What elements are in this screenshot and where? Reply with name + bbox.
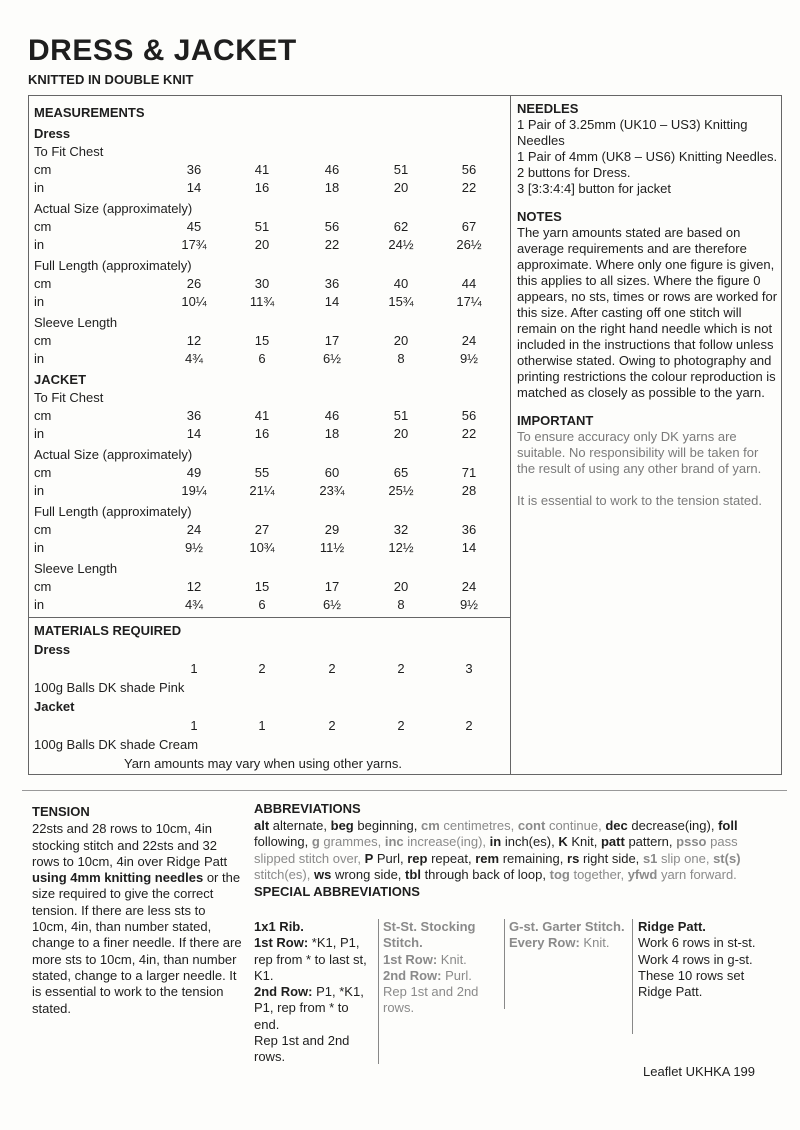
size-value: 22 — [461, 426, 477, 441]
materials-section — [34, 621, 504, 773]
size-value: 15 — [254, 333, 270, 348]
row-label: in — [34, 426, 45, 441]
tension-text: 22sts and 28 rows to 10cm, 4in stocking stitch and 22sts and 32 rows to 10cm, 4in over Ridge Patt using 4mm knitting needles or the size required to give the correct tension. If there are less sts to 10cm, 4in, than number stated, change to a finer needle. If there are more sts to 10cm, 4in, than number stated, change to a larger needle. It is essential to work to the tension stated. — [32, 821, 242, 1016]
ball-count: 2 — [397, 718, 405, 733]
row-label: in — [34, 351, 45, 366]
dress-measurement-row — [34, 218, 504, 236]
abbreviation-item: alt alternate, — [254, 817, 327, 833]
dress-measurement-row — [34, 179, 504, 197]
size-value: 36 — [324, 276, 340, 291]
materials-dress-heading: Dress — [34, 642, 71, 657]
size-value: 9½ — [184, 540, 204, 555]
size-value: 8 — [397, 597, 405, 612]
size-value: 11½ — [319, 540, 345, 555]
size-value: 51 — [393, 162, 409, 177]
abbreviation-item: g grammes, — [311, 834, 382, 850]
size-value: 19¼ — [181, 483, 207, 498]
row-label: in — [34, 597, 45, 612]
row-label: cm — [34, 219, 52, 234]
rib-row-2: 2nd Row: P1, *K1, P1, rep from * to end. — [254, 984, 364, 1032]
materials-jacket-values — [34, 716, 504, 735]
row-label: Sleeve Length — [34, 561, 118, 576]
stst-row-2: 2nd Row: Purl. — [383, 967, 472, 983]
jacket-heading: JACKET — [34, 372, 87, 387]
size-value: 14 — [461, 540, 477, 555]
dress-measurement-row — [34, 293, 504, 311]
row-label: cm — [34, 465, 52, 480]
size-value: 24 — [461, 333, 477, 348]
jacket-measurement-row — [34, 464, 504, 482]
size-value: 36 — [186, 408, 202, 423]
gst-column — [509, 919, 631, 952]
abbreviation-item: inc increase(ing), — [384, 834, 487, 850]
abbreviation-item: patt pattern, — [600, 834, 673, 850]
ball-count: 2 — [258, 661, 266, 676]
needles-line: 2 buttons for Dress. — [517, 165, 631, 180]
jacket-measurement-row — [34, 560, 504, 578]
yarn-amounts-note: Yarn amounts may vary when using other yarns. — [124, 756, 402, 771]
row-label: in — [34, 294, 45, 309]
ball-count: 2 — [465, 718, 473, 733]
materials-dress-label: 100g Balls DK shade Pink — [34, 680, 185, 695]
abbreviation-item: foll following, — [254, 817, 738, 850]
section-rule — [22, 790, 787, 791]
dress-measurement-row — [34, 314, 504, 332]
row-label: in — [34, 483, 45, 498]
size-value: 15¾ — [388, 294, 414, 309]
stst-title: St-St. Stocking Stitch. — [383, 919, 476, 951]
abbreviation-item: rep repeat, — [407, 850, 472, 866]
row-label: To Fit Chest — [34, 144, 104, 159]
size-value: 17 — [324, 333, 340, 348]
ridge-line: Work 4 rows in g-st. — [638, 951, 753, 967]
size-value: 17 — [324, 579, 340, 594]
ball-count: 1 — [190, 661, 198, 676]
size-value: 9½ — [459, 351, 479, 366]
jacket-measurement-row — [34, 503, 504, 521]
row-label: Full Length (approximately) — [34, 258, 192, 273]
gst-row: Every Row: Knit. — [509, 935, 610, 951]
size-value: 15 — [254, 579, 270, 594]
dress-measurement-row — [34, 236, 504, 254]
row-label: in — [34, 237, 45, 252]
size-value: 27 — [254, 522, 270, 537]
abbreviation-item: P Purl, — [364, 850, 404, 866]
tension-heading: TENSION — [32, 804, 90, 819]
notes-text: The yarn amounts stated are based on average requirements and are therefore approximate. Where only one figure is given, this applies to all sizes. Where the figure 0 appears, no sts, times or rows are worked for this size. After casting off one stitch will remain on the right hand needle which is not included in the instructions that follow unless otherwise stated. Owing to photography and printing restrictions the colour reproduction is matched as closely as possible to the yarn. — [517, 225, 778, 400]
right-column — [517, 101, 779, 521]
ridge-line: These 10 rows set Ridge Patt. — [638, 967, 745, 1000]
row-label: cm — [34, 522, 52, 537]
stst-repeat: Rep 1st and 2nd rows. — [383, 984, 479, 1016]
jacket-measurement-row — [34, 578, 504, 596]
jacket-measurement-row — [34, 482, 504, 500]
ball-count: 1 — [190, 718, 198, 733]
abbreviation-item: tbl through back of loop, — [405, 867, 546, 883]
size-value: 4¾ — [184, 597, 204, 612]
notes-section — [517, 209, 779, 401]
row-label: cm — [34, 408, 52, 423]
size-value: 41 — [254, 408, 270, 423]
size-value: 16 — [254, 180, 270, 195]
size-value: 24 — [186, 522, 202, 537]
ball-count: 1 — [258, 718, 266, 733]
ball-count: 2 — [328, 661, 336, 676]
size-value: 20 — [393, 426, 409, 441]
size-value: 23¾ — [319, 483, 345, 498]
size-value: 22 — [461, 180, 477, 195]
size-value: 44 — [461, 276, 477, 291]
dress-heading: Dress — [34, 126, 71, 141]
jacket-measurement-row — [34, 539, 504, 557]
size-value: 20 — [393, 180, 409, 195]
size-value: 29 — [324, 522, 340, 537]
jacket-measurement-row — [34, 389, 504, 407]
column-rule — [378, 919, 379, 1064]
abbreviation-item: cm centimetres, — [421, 817, 515, 833]
ball-count: 3 — [465, 661, 473, 676]
dress-measurement-row — [34, 200, 504, 218]
size-value: 32 — [393, 522, 409, 537]
tension-section — [32, 804, 242, 1017]
important-section — [517, 413, 779, 509]
rib-title: 1x1 Rib. — [254, 919, 304, 934]
size-value: 30 — [254, 276, 270, 291]
abbreviation-item: st(s) stitch(es), — [254, 850, 741, 883]
size-value: 12 — [186, 333, 202, 348]
jacket-measurement-row — [34, 596, 504, 614]
size-value: 36 — [186, 162, 202, 177]
size-value: 10¼ — [181, 294, 207, 309]
needles-line: 1 Pair of 4mm (UK8 – US6) Knitting Needles. — [517, 149, 778, 164]
size-value: 17¾ — [181, 237, 207, 252]
abbreviation-item: tog together, — [549, 867, 625, 883]
abbreviation-item: cont continue, — [517, 817, 602, 833]
ridge-line: Work 6 rows in st-st. — [638, 935, 756, 951]
needles-section — [517, 101, 779, 197]
size-value: 16 — [254, 426, 270, 441]
size-value: 24 — [461, 579, 477, 594]
stst-row-1: 1st Row: Knit. — [383, 951, 467, 967]
size-value: 46 — [324, 408, 340, 423]
ridge-column — [638, 919, 773, 1000]
size-value: 14 — [186, 180, 202, 195]
size-value: 8 — [397, 351, 405, 366]
abbreviation-item: in inch(es), — [489, 834, 555, 850]
jacket-measurement-row — [34, 425, 504, 443]
dress-measurement-row — [34, 332, 504, 350]
materials-divider — [28, 617, 511, 618]
jacket-measurements-table — [34, 389, 504, 614]
important-text: To ensure accuracy only DK yarns are suitable. No responsibility will be taken for the result of using any other brand of yarn. — [517, 429, 762, 476]
abbreviation-item: dec decrease(ing), — [605, 817, 715, 833]
size-value: 60 — [324, 465, 340, 480]
size-value: 45 — [186, 219, 202, 234]
size-value: 46 — [324, 162, 340, 177]
needles-line: 3 [3:3:4:4] button for jacket — [517, 181, 671, 196]
dress-measurement-row — [34, 275, 504, 293]
row-label: in — [34, 180, 45, 195]
abbreviation-item: ws wrong side, — [313, 867, 402, 883]
size-value: 6½ — [322, 597, 342, 612]
dress-measurement-row — [34, 257, 504, 275]
jacket-measurement-row — [34, 521, 504, 539]
size-value: 71 — [461, 465, 477, 480]
materials-jacket-label: 100g Balls DK shade Cream — [34, 737, 199, 752]
size-value: 49 — [186, 465, 202, 480]
column-rule — [632, 919, 633, 1034]
size-value: 6 — [258, 597, 266, 612]
materials-heading: MATERIALS REQUIRED — [34, 623, 182, 638]
abbreviation-item: rem remaining, — [475, 850, 564, 866]
abbreviation-item: s1 slip one, — [642, 850, 710, 866]
size-value: 4¾ — [184, 351, 204, 366]
size-value: 62 — [393, 219, 409, 234]
size-value: 67 — [461, 219, 477, 234]
size-value: 65 — [393, 465, 409, 480]
size-value: 11¾ — [249, 294, 275, 309]
important-tension-text: It is essential to work to the tension stated. — [517, 493, 762, 508]
size-value: 6½ — [322, 351, 342, 366]
size-value: 21¼ — [249, 483, 275, 498]
needles-heading: NEEDLES — [517, 101, 579, 116]
dress-measurement-row — [34, 143, 504, 161]
page-title: DRESS & JACKET — [28, 34, 297, 67]
leaflet-number: Leaflet UKHKA 199 — [643, 1064, 756, 1079]
page-subtitle: KNITTED IN DOUBLE KNIT — [28, 72, 194, 87]
size-value: 24½ — [388, 237, 414, 252]
row-label: Actual Size (approximately) — [34, 201, 193, 216]
size-value: 26 — [186, 276, 202, 291]
abbreviation-item: psso pass slipped stitch over, — [254, 834, 738, 866]
size-value: 51 — [393, 408, 409, 423]
size-value: 51 — [254, 219, 270, 234]
materials-jacket-heading: Jacket — [34, 699, 75, 714]
column-rule — [504, 919, 505, 1009]
rib-column — [254, 919, 376, 1066]
dress-measurements-table — [34, 143, 504, 368]
size-value: 41 — [254, 162, 270, 177]
abbreviation-item: K Knit, — [558, 834, 598, 850]
row-label: To Fit Chest — [34, 390, 104, 405]
rib-repeat: Rep 1st and 2nd rows. — [254, 1033, 350, 1065]
size-value: 40 — [393, 276, 409, 291]
special-abbreviations-heading: SPECIAL ABBREVIATIONS — [254, 883, 420, 899]
size-value: 10¾ — [249, 540, 275, 555]
size-value: 20 — [393, 333, 409, 348]
column-divider — [510, 95, 511, 775]
size-value: 36 — [461, 522, 477, 537]
abbreviations-section — [254, 801, 774, 901]
stst-column — [383, 919, 501, 1017]
gst-title: G-st. Garter Stitch. — [509, 919, 625, 934]
row-label: cm — [34, 579, 52, 594]
needles-line: 1 Pair of 3.25mm (UK10 – US3) Knitting Needles — [517, 117, 748, 148]
important-heading: IMPORTANT — [517, 413, 594, 428]
notes-heading: NOTES — [517, 209, 562, 224]
size-value: 14 — [324, 294, 340, 309]
size-value: 14 — [186, 426, 202, 441]
dress-measurement-row — [34, 161, 504, 179]
abbreviation-item: rs right side, — [567, 850, 640, 866]
measurements-section — [34, 104, 504, 614]
size-value: 17¼ — [456, 294, 482, 309]
size-value: 22 — [324, 237, 340, 252]
measurements-heading: MEASUREMENTS — [34, 105, 145, 120]
ball-count: 2 — [328, 718, 336, 733]
materials-dress-values — [34, 659, 504, 678]
size-value: 12½ — [388, 540, 414, 555]
row-label: cm — [34, 162, 52, 177]
abbreviation-item: yfwd yarn forward. — [627, 867, 737, 883]
row-label: cm — [34, 333, 52, 348]
size-value: 18 — [324, 426, 340, 441]
ridge-title: Ridge Patt. — [638, 919, 706, 934]
size-value: 12 — [186, 579, 202, 594]
abbreviations-heading: ABBREVIATIONS — [254, 801, 361, 816]
size-value: 56 — [324, 219, 340, 234]
size-value: 20 — [254, 237, 270, 252]
ball-count: 2 — [397, 661, 405, 676]
size-value: 9½ — [459, 597, 479, 612]
abbreviation-item: beg beginning, — [330, 817, 418, 833]
size-value: 56 — [461, 162, 477, 177]
rib-row-1: 1st Row: *K1, P1, rep from * to last st, K1. — [254, 935, 367, 983]
size-value: 25½ — [388, 483, 414, 498]
size-value: 56 — [461, 408, 477, 423]
size-value: 6 — [258, 351, 266, 366]
size-value: 26½ — [456, 237, 482, 252]
size-value: 28 — [461, 483, 477, 498]
jacket-measurement-row — [34, 407, 504, 425]
jacket-measurement-row — [34, 446, 504, 464]
dress-measurement-row — [34, 350, 504, 368]
row-label: cm — [34, 276, 52, 291]
size-value: 55 — [254, 465, 270, 480]
row-label: Full Length (approximately) — [34, 504, 192, 519]
row-label: Sleeve Length — [34, 315, 118, 330]
size-value: 20 — [393, 579, 409, 594]
size-value: 18 — [324, 180, 340, 195]
row-label: in — [34, 540, 45, 555]
abbreviations-list — [254, 818, 774, 884]
row-label: Actual Size (approximately) — [34, 447, 193, 462]
